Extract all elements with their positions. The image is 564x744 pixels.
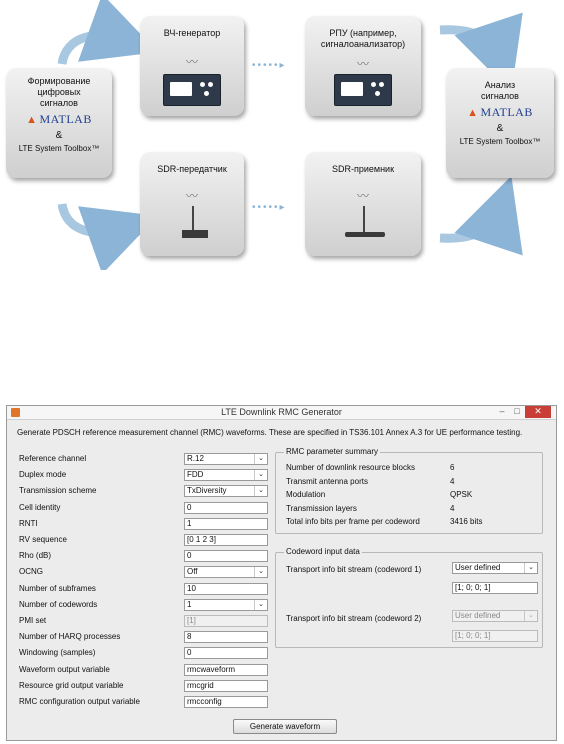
- chevron-down-icon: ⌄: [524, 611, 537, 621]
- arrow-from-receiver: [440, 30, 500, 58]
- param-label: RNTI: [19, 518, 38, 528]
- signal-generator-icon: [163, 74, 221, 106]
- generation-title-line3: сигналов: [40, 98, 78, 108]
- param-label: Number of codewords: [19, 599, 98, 609]
- rmc-summary-title: RMC parameter summary: [286, 447, 379, 456]
- param-select[interactable]: [184, 469, 268, 481]
- param-select[interactable]: [184, 566, 268, 578]
- param-input[interactable]: rmcconfig: [184, 696, 268, 708]
- param-input[interactable]: 8: [184, 631, 268, 643]
- param-input[interactable]: 0: [184, 502, 268, 514]
- cw2-label: Transport info bit stream (codeword 2): [286, 614, 422, 623]
- param-select-value: Off: [187, 567, 198, 577]
- generation-title-line1: Формирование: [27, 76, 91, 86]
- chevron-down-icon: ⌄: [524, 563, 537, 573]
- param-label: Number of subframes: [19, 583, 96, 593]
- rmc-summary-group: [275, 447, 543, 534]
- matlab-brand: MATLAB: [480, 105, 533, 119]
- cw2-source-value: User defined: [455, 611, 501, 620]
- param-input[interactable]: [0 1 2 3]: [184, 534, 268, 546]
- arrow-from-sdr-rx: [440, 210, 500, 238]
- param-input[interactable]: 10: [184, 583, 268, 595]
- param-input: [1]: [184, 615, 268, 627]
- param-select-value: TxDiversity: [187, 486, 227, 496]
- param-select[interactable]: [184, 453, 268, 465]
- param-label: Number of HARQ processes: [19, 632, 121, 642]
- sdr-receiver-box: [305, 152, 421, 256]
- param-label: Duplex mode: [19, 470, 67, 480]
- codeword-input-title: Codeword input data: [286, 547, 360, 556]
- summary-label: Modulation: [286, 490, 326, 499]
- cw2-source-select: [452, 610, 538, 622]
- param-label: Resource grid output variable: [19, 680, 124, 690]
- chevron-down-icon: ⌄: [254, 470, 267, 480]
- matlab-logo: ▲ MATLAB: [26, 112, 92, 126]
- wifi-icon: 〰: [356, 57, 369, 71]
- param-select[interactable]: [184, 599, 268, 611]
- sdr-device-icon: [182, 230, 208, 238]
- param-select-value: FDD: [187, 470, 204, 480]
- summary-label: Transmit antenna ports: [286, 476, 368, 486]
- cw1-bits-input[interactable]: [1; 0; 0; 1]: [452, 582, 538, 594]
- summary-value: QPSK: [450, 490, 473, 499]
- param-label: OCNG: [19, 567, 43, 577]
- wifi-icon: 〰: [185, 189, 198, 203]
- summary-value: 6: [450, 463, 455, 472]
- param-label: Waveform output variable: [19, 664, 110, 674]
- dotted-arrow-icon: •••••▸: [252, 60, 287, 71]
- generation-title-line2: цифровых: [37, 87, 81, 97]
- toolbox-label: LTE System Toolbox™: [459, 137, 541, 146]
- param-input[interactable]: rmcgrid: [184, 680, 268, 692]
- rf-generator-box: [140, 16, 244, 116]
- toolbox-label: LTE System Toolbox™: [18, 144, 100, 153]
- signal-analysis-box: [446, 68, 554, 178]
- workflow-diagram: [0, 0, 564, 270]
- summary-label: Total info bits per frame per codeword: [286, 517, 420, 526]
- param-label: Reference channel: [19, 454, 87, 463]
- param-select-value: R.12: [187, 454, 204, 463]
- arrow-to-rf-generator: [62, 35, 124, 64]
- sdr-transmitter-box: [140, 152, 244, 256]
- chevron-down-icon: ⌄: [254, 486, 267, 496]
- chevron-down-icon: ⌄: [254, 454, 267, 464]
- cw1-source-select[interactable]: [452, 562, 538, 574]
- arrow-to-sdr-tx: [62, 204, 124, 233]
- receiver-box: [305, 16, 421, 116]
- param-label: PMI set: [19, 616, 47, 625]
- cw1-source-value: User defined: [455, 563, 501, 572]
- matlab-brand: MATLAB: [39, 112, 92, 126]
- param-label: Windowing (samples): [19, 648, 96, 658]
- description-text: Generate PDSCH reference measurement channel (RMC) waveforms. These are specified in TS36.101 Annex A.3 for UE performance testing.: [17, 428, 523, 437]
- param-input[interactable]: rmcwaveform: [184, 664, 268, 676]
- usb-dongle-icon: [345, 232, 385, 237]
- wifi-icon: 〰: [185, 55, 198, 69]
- title-bar[interactable]: [7, 406, 556, 420]
- param-label: RV sequence: [19, 535, 67, 544]
- param-label: Rho (dB): [19, 551, 52, 561]
- summary-value: 4: [450, 503, 455, 513]
- rmc-generator-window: [6, 405, 557, 741]
- chevron-down-icon: ⌄: [254, 567, 267, 577]
- sdr-tx-title: SDR-передатчик: [157, 164, 227, 174]
- param-label: RMC configuration output variable: [19, 697, 140, 706]
- wifi-icon: 〰: [356, 189, 369, 203]
- cw1-label: Transport info bit stream (codeword 1): [286, 565, 422, 574]
- param-input[interactable]: 0: [184, 647, 268, 659]
- minimize-button[interactable]: –: [499, 406, 505, 416]
- generate-waveform-button[interactable]: Generate waveform: [233, 719, 337, 734]
- maximize-button[interactable]: □: [514, 406, 520, 416]
- param-input[interactable]: 0: [184, 550, 268, 562]
- param-label: Transmission scheme: [19, 486, 97, 496]
- signal-generation-box: [6, 68, 112, 178]
- dotted-arrow-icon: •••••▸: [252, 202, 287, 213]
- cw2-bits-input: [1; 0; 0; 1]: [452, 630, 538, 642]
- summary-value: 4: [450, 476, 455, 486]
- summary-label: Number of downlink resource blocks: [286, 463, 415, 472]
- antenna-icon: [192, 206, 194, 232]
- summary-label: Transmission layers: [286, 503, 357, 513]
- analysis-title-line1: Анализ: [484, 80, 516, 90]
- ampersand: &: [496, 123, 504, 134]
- antenna-icon: [363, 206, 365, 232]
- window-title: LTE Downlink RMC Generator: [221, 407, 342, 417]
- analysis-title-line2: сигналов: [481, 91, 519, 101]
- param-select-value: 1: [187, 599, 192, 609]
- signal-analyzer-icon: [334, 74, 392, 106]
- param-label: Cell identity: [19, 502, 61, 512]
- param-select[interactable]: [184, 485, 268, 497]
- matlab-logo: ▲ MATLAB: [467, 105, 533, 119]
- close-button[interactable]: ✕: [525, 406, 551, 418]
- ampersand: &: [55, 130, 63, 141]
- param-input[interactable]: 1: [184, 518, 268, 530]
- receiver-title: РПУ (например, сигналоанализатор): [320, 28, 406, 49]
- chevron-down-icon: ⌄: [254, 600, 267, 610]
- sdr-rx-title: SDR-приемник: [331, 164, 395, 174]
- rf-generator-title: ВЧ-генератор: [163, 28, 221, 38]
- codeword-input-group: [275, 547, 543, 648]
- summary-value: 3416 bits: [450, 517, 483, 526]
